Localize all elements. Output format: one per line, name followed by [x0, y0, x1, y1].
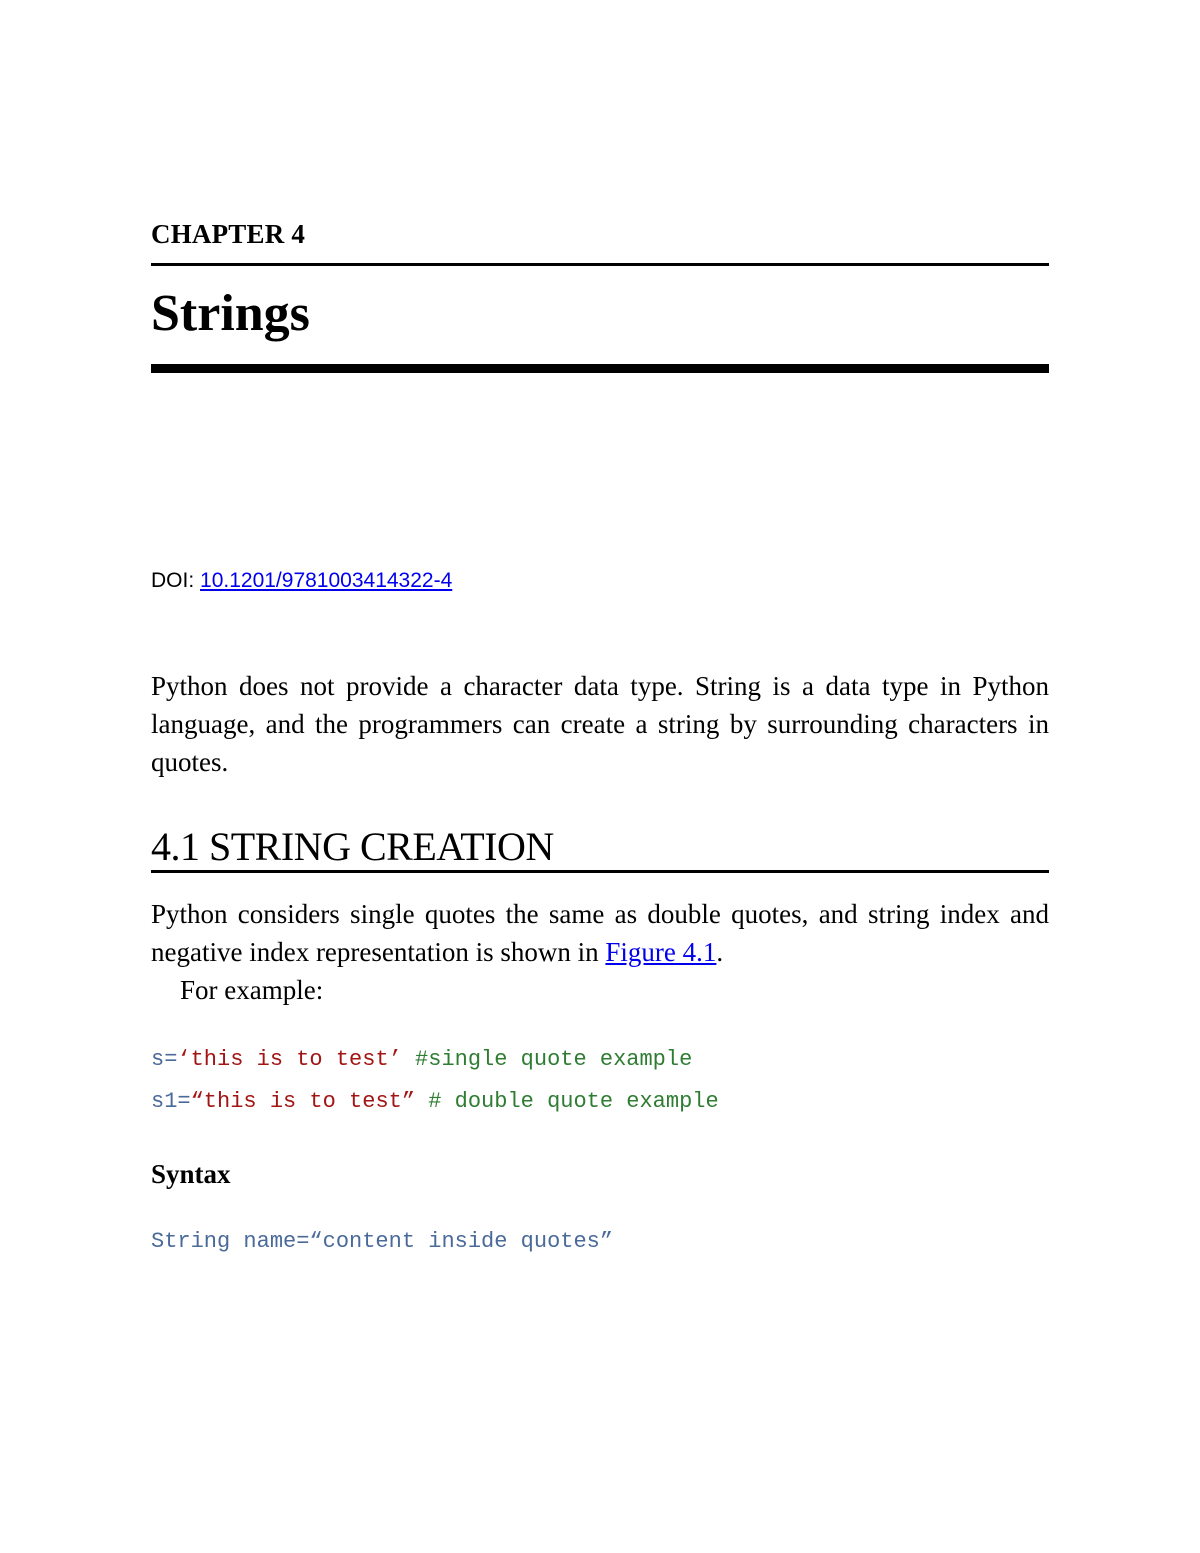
- chapter-rule-bottom: [151, 364, 1049, 373]
- doi-prefix: DOI:: [151, 569, 201, 592]
- code-comment: #single quote example: [401, 1047, 693, 1072]
- section-heading: 4.1 STRING CREATION: [151, 824, 554, 869]
- chapter-rule-top: [151, 263, 1049, 266]
- code-line-double-quote: [151, 1088, 719, 1116]
- example-lead: For example:: [180, 975, 324, 1005]
- figure-link[interactable]: Figure 4.1: [605, 937, 717, 967]
- syntax-code-line: String name=“content inside quotes”: [151, 1229, 614, 1254]
- chapter-label: CHAPTER 4: [151, 219, 306, 249]
- syntax-heading: Syntax: [151, 1159, 231, 1189]
- code-string-literal: “this is to test”: [190, 1089, 416, 1114]
- chapter-title: Strings: [151, 285, 310, 342]
- section-rule: [151, 870, 1049, 873]
- code-variable: s1=: [151, 1089, 191, 1114]
- section-paragraph: [151, 895, 1049, 971]
- code-string-literal: ‘this is to test’: [177, 1047, 402, 1072]
- section-body-text: Python considers single quotes the same as double quotes, and string index and negative index representation is shown in: [151, 899, 1049, 967]
- section-body-end: .: [716, 937, 724, 967]
- code-line-single-quote: [151, 1046, 692, 1074]
- doi-line: [151, 568, 452, 594]
- doi-link[interactable]: 10.1201/9781003414322-4: [200, 569, 453, 592]
- code-comment: # double quote example: [415, 1089, 719, 1114]
- intro-paragraph: Python does not provide a character data type. String is a data type in Python language, and the programmers can create a string by surrounding characters in quotes.: [151, 671, 1049, 777]
- code-variable: s=: [151, 1047, 178, 1072]
